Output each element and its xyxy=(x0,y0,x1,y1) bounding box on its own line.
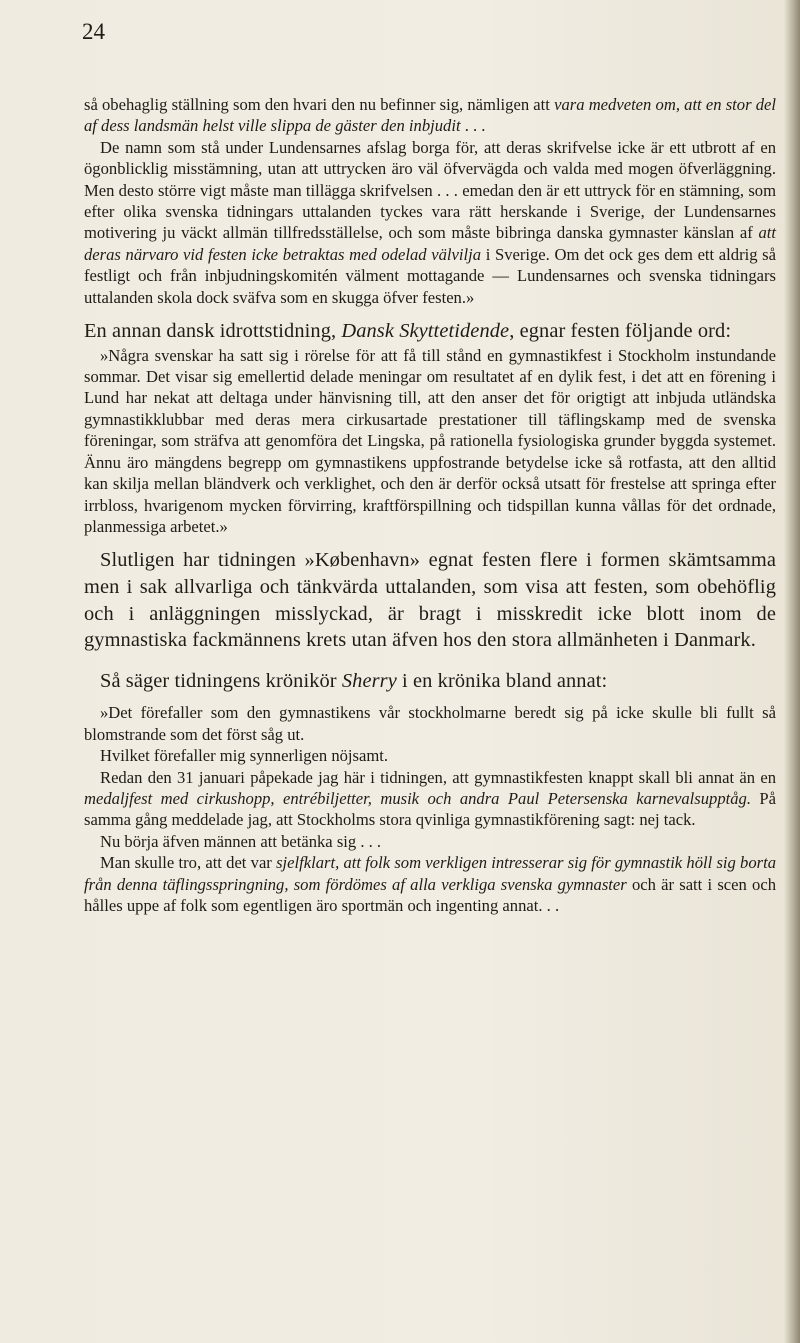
italic-run: Dansk Skyttetidende xyxy=(341,320,510,343)
paragraph-7-quote xyxy=(84,702,776,745)
page-edge-shadow xyxy=(784,0,800,1343)
paragraph-11 xyxy=(84,852,776,916)
text-run: Man skulle tro, att det var xyxy=(100,853,277,873)
text-run: . . . xyxy=(460,116,486,136)
paragraph-3-heading xyxy=(84,318,776,345)
page-number: 24 xyxy=(82,19,105,44)
text-run: På samma gång meddelade jag, att Stockholms stora qvinliga gymnastikförening sagt: nej tack. xyxy=(84,788,776,830)
text-run: i en krönika bland annat: xyxy=(396,669,608,692)
text-run: Hvilket förefaller mig synnerligen nöjsamt. xyxy=(100,746,389,766)
paragraph-5 xyxy=(84,547,776,653)
italic-run: att deras närvaro vid festen icke betraktas med odelad välvilja xyxy=(84,223,776,264)
paragraph-6 xyxy=(84,668,776,695)
text-run: Så säger tidningens krönikör xyxy=(100,669,342,692)
text-run: och är satt i scen och hålles uppe af folk som egentligen äro sportmän och ingenting annat. . . xyxy=(84,874,776,915)
text-run: Nu börja äfven männen att betänka sig . . . xyxy=(100,831,382,851)
italic-run: vara medveten om, att en stor del af dess landsmän helst ville slippa de gäster den inbjudit xyxy=(84,95,776,136)
text-run: En annan dansk idrottstidning, xyxy=(84,320,342,343)
paragraph-1 xyxy=(84,94,776,137)
text-run: , egnar festen följande ord: xyxy=(509,320,732,343)
text-run: så obehaglig ställning som den hvari den nu befinner sig, nämligen att xyxy=(84,95,555,114)
text-run: Redan den 31 januari påpekade jag här i tidningen, att gymnastikfesten knappt skall bli annat än en xyxy=(100,767,776,787)
text-run: »Några svenskar ha satt sig i rörelse för att få till stånd en gymnastikfest i Stockholm instundande sommar. Det visar sig emellertid delade meningar om resultatet af en dylik fest, i det att en förening i Lund har nekat att deltaga under hänvisning till, att den anser det för origtigt att inbjuda utländska gymnastikklubbar med deras mera cirkusartade prestationer till täflingskamp med de svenska föreningar, som sträfva att genomföra det Lingska, på rationella fysiologiska grunder byggda systemet. Ännu äro mängdens begrepp om gymnastikens uppfostrande betydelse icke så rotfasta, att den alltid kan skilja mellan bländverk och verklighet, och den är derför också utsatt för frestelse att springa efter irrbloss, hvarigenom mycken förvirring, kraftförspillning och tidspillan kunna vållas för det ordnade, planmessiga arbetet.» xyxy=(84,345,776,536)
text-run: De namn som stå under Lundensarnes afslag borga för, att deras skrifvelse icke är ett utbrott af en ögonblicklig misstämning, utan att uttrycken äro väl öfvervägda och valda med mogen öfverläggning. Men desto större vigt måste man tillägga skrifvelsen . . . emedan den är ett uttryck för en stämning, som efter olika svenska tidningars uttalanden tyckes vara rätt herskande i Sverige, der Lundensarnes motivering ju väckt allmän tillfredsställelse, och som måste bibringa danska gymnaster känslan af xyxy=(84,137,776,243)
body-text xyxy=(84,94,776,916)
paragraph-9 xyxy=(84,767,776,831)
paragraph-4-quote xyxy=(84,345,776,538)
paragraph-10 xyxy=(84,831,776,852)
italic-run: medaljfest med cirkushopp, entrébiljetter, musik och andra Paul Petersenska karnevalsupptåg. xyxy=(84,788,751,808)
text-run: Slutligen har tidningen »København» egnat festen flere i formen skämtsamma men i sak allvarliga och tänkvärda uttalanden, som visa att festen, som obehöflig och i anläggningen misslyckad, är bragt i misskredit icke blott inom de gymnastiska fackmännens krets utan äfven hos den stora allmänheten i Danmark. xyxy=(84,549,776,652)
paragraph-2 xyxy=(84,137,776,308)
italic-run: sjelfklart, att folk som verkligen intresserar sig för gymnastik höll sig borta från denna täflingsspringning, som fördömes af alla verkliga svenska gymnaster xyxy=(84,853,776,894)
text-run: »Det förefaller som den gymnastikens vår stockholmarne beredt sig på icke skulle bli fullt så blomstrande som det först såg ut. xyxy=(84,703,776,744)
italic-run: Sherry xyxy=(341,669,397,692)
paragraph-8 xyxy=(84,745,776,766)
text-run: i Sverige. Om det ock ges dem ett aldrig så festligt och från inbjudningskomitén välment mottagande — Lundensarnes och svenska tidningars uttalanden skola dock sväfva som en skugga öfver festen.» xyxy=(84,244,777,307)
